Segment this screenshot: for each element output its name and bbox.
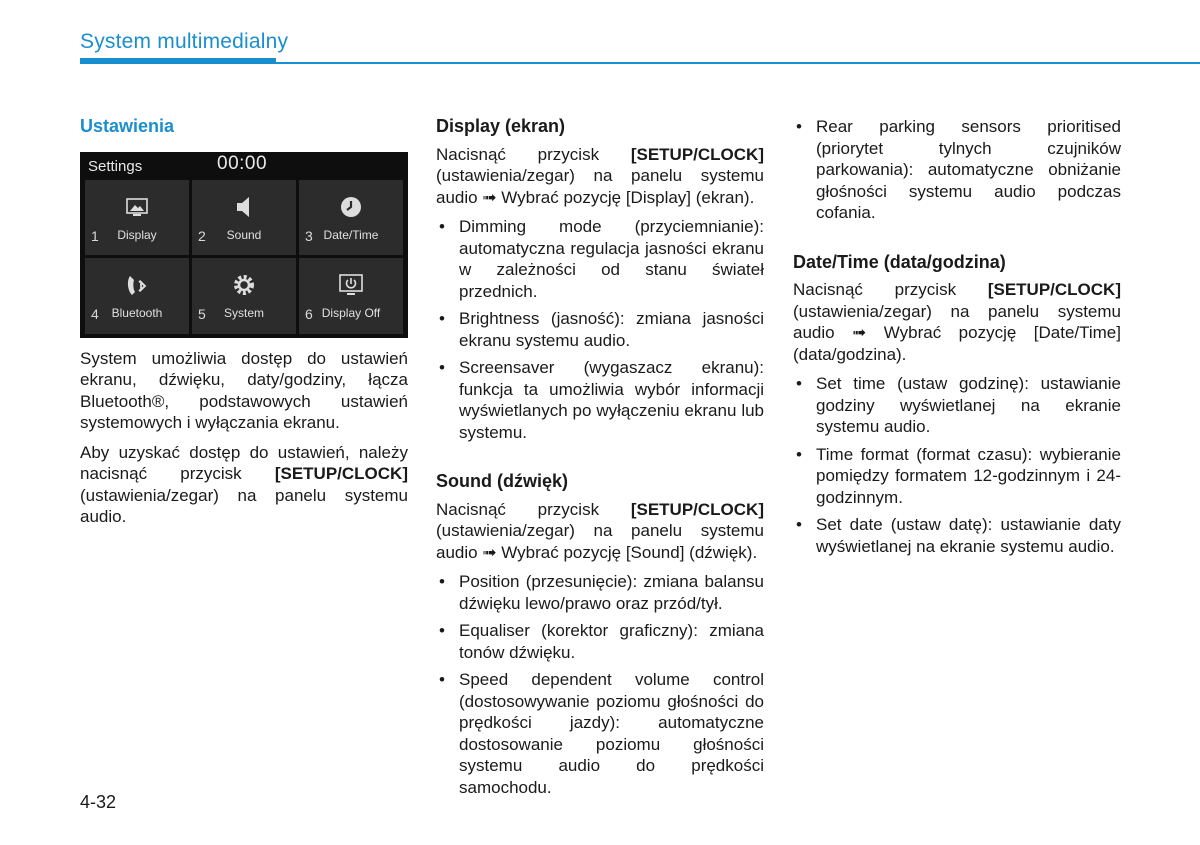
settings-access-instructions: Aby uzyskać dostęp do ustawień, należy nacisnąć przycisk [SETUP/CLOCK] (ustawienia/zegar) na panelu systemu audio. <box>80 442 408 526</box>
tile-datetime[interactable] <box>299 180 403 256</box>
list-item: • Set time (ustaw godzinę): ustawianie godziny wyświetlanej na ekranie systemu audio. <box>793 373 1121 438</box>
display-heading: Display (ekran) <box>436 116 566 136</box>
clock-icon <box>338 194 364 220</box>
list-item: • Time format (format czasu): wybieranie pomiędzy formatem 12-godzinnym i 24-godzinnym. <box>793 444 1121 509</box>
tile-bluetooth[interactable] <box>85 258 189 334</box>
speaker-icon <box>231 194 257 220</box>
sound-options-continued-list <box>793 116 1121 224</box>
tile-display-off[interactable] <box>299 258 403 334</box>
datetime-intro: Nacisnąć przycisk [SETUP/CLOCK] (ustawienia/zegar) na panelu systemu audio ➟ Wybrać pozycję [Date/Time] (data/godzina). <box>793 280 1121 364</box>
tile-number: 3 <box>305 227 313 244</box>
tile-number: 2 <box>198 227 206 244</box>
settings-heading: Ustawienia <box>80 116 175 136</box>
section-title: System multimedialny <box>80 30 289 53</box>
list-item: • Rear parking sensors prioritised (priorytet tylnych czujników parkowania): automatyczne obniżanie głośności systemu audio podczas cofania. <box>793 116 1121 224</box>
tile-system[interactable] <box>192 258 296 334</box>
column-display-sound <box>436 116 764 804</box>
display-off-icon <box>338 272 364 298</box>
display-icon <box>124 194 150 220</box>
sound-heading: Sound (dźwięk) <box>436 471 568 491</box>
display-intro: Nacisnąć przycisk [SETUP/CLOCK] (ustawienia/zegar) na panelu systemu audio ➟ Wybrać pozycję [Display] (ekran). <box>436 144 764 207</box>
datetime-options-list <box>793 373 1121 557</box>
screen-clock: 00:00 <box>217 152 268 174</box>
tile-sound[interactable] <box>192 180 296 256</box>
tile-label: System <box>223 306 264 320</box>
list-item: • Equaliser (korektor graficzny): zmiana tonów dźwięku. <box>436 620 764 663</box>
sound-intro: Nacisnąć przycisk [SETUP/CLOCK] (ustawienia/zegar) na panelu systemu audio ➟ Wybrać pozycję [Sound] (dźwięk). <box>436 499 764 562</box>
tile-label: Sound <box>226 227 262 242</box>
tile-display[interactable] <box>85 180 189 256</box>
list-item: • Brightness (jasność): zmiana jasności ekranu systemu audio. <box>436 308 764 351</box>
gear-icon <box>231 272 257 298</box>
sound-options-list <box>436 571 764 798</box>
tile-number: 6 <box>305 306 313 322</box>
tile-label: Display Off <box>321 306 381 320</box>
list-item: • Set date (ustaw datę): ustawianie daty wyświetlanej na ekranie systemu audio. <box>793 514 1121 557</box>
settings-description: System umożliwia dostęp do ustawień ekranu, dźwięku, daty/godziny, łącza Bluetooth®, podstawowych ustawień systemowych i wyłączania ekranu. <box>80 348 408 432</box>
tile-label: Display <box>117 227 157 242</box>
list-item: • Position (przesunięcie): zmiana balansu dźwięku lewo/prawo oraz przód/tył. <box>436 571 764 614</box>
header-rule <box>276 62 1200 64</box>
page-number: 4-32 <box>80 792 117 812</box>
tile-number: 1 <box>91 227 99 244</box>
datetime-heading: Date/Time (data/godzina) <box>793 251 1006 272</box>
settings-screen <box>80 152 408 338</box>
list-item: • Screensaver (wygaszacz ekranu): funkcja ta umożliwia wybór informacji wyświetlanych po wyłączeniu ekranu lub systemu. <box>436 357 764 443</box>
tile-number: 4 <box>91 306 99 322</box>
setup-clock-button-ref: [SETUP/CLOCK] <box>274 464 408 483</box>
bluetooth-phone-icon <box>124 272 150 298</box>
screen-title: Settings <box>88 157 143 175</box>
tile-label: Bluetooth <box>111 306 163 320</box>
tile-label: Date/Time <box>323 227 379 242</box>
list-item: • Speed dependent volume control (dostosowywanie poziomu głośności do prędkości jazdy): automatyczne dostosowanie poziomu głośności systemu audio do prędkości samochodu. <box>436 669 764 798</box>
display-options-list <box>436 216 764 443</box>
header-accent-bar <box>80 58 276 64</box>
list-item: • Dimming mode (przyciemnianie): automatyczna regulacja jasności ekranu w zależności od stanu świateł przednich. <box>436 216 764 302</box>
tile-number: 5 <box>198 306 206 322</box>
column-datetime <box>793 116 1121 563</box>
column-settings <box>80 116 408 536</box>
